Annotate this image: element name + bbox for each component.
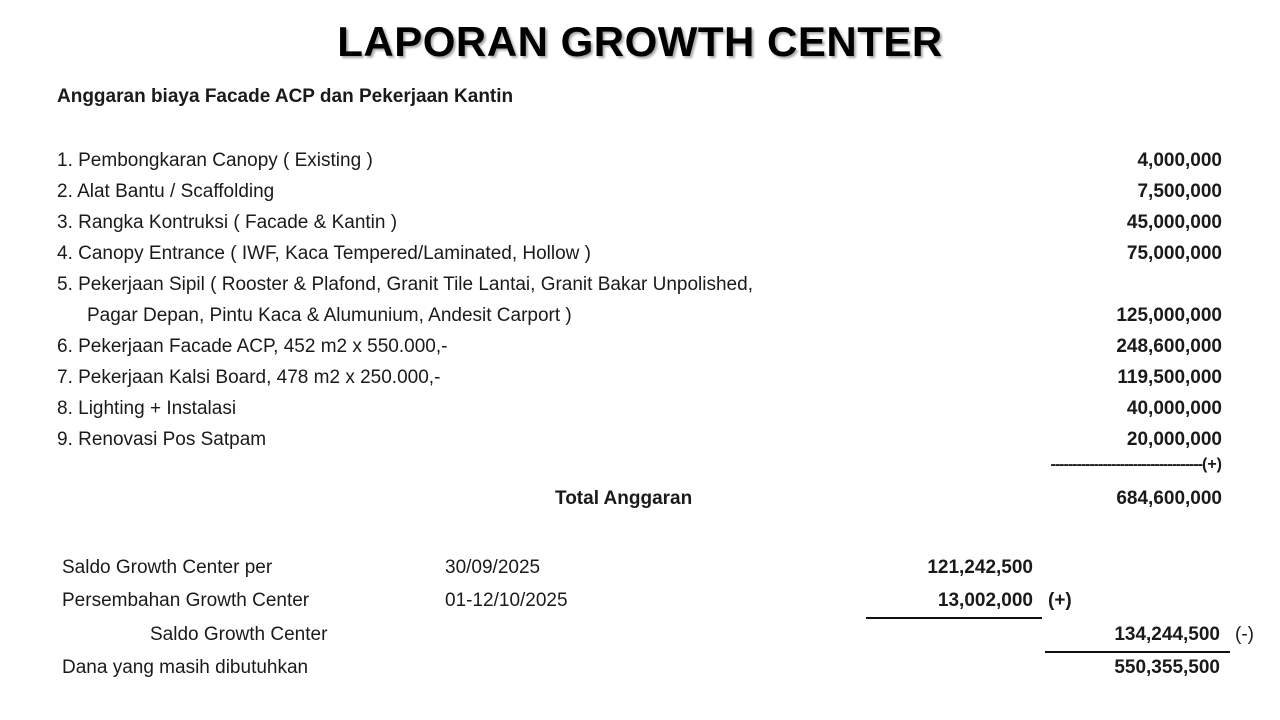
offering-date: 01-12/10/2025 bbox=[445, 590, 568, 611]
saldo-total-marker: (-) bbox=[1235, 624, 1254, 645]
offering-label: Persembahan Growth Center bbox=[62, 590, 310, 611]
item-label: 9. Renovasi Pos Satpam bbox=[57, 429, 267, 450]
item-amount: 40,000,000 bbox=[1126, 398, 1222, 419]
saldo-total-label: Saldo Growth Center bbox=[150, 624, 328, 645]
item-amount: 45,000,000 bbox=[1126, 212, 1222, 233]
list-item bbox=[57, 362, 1222, 393]
page-title: LAPORAN GROWTH CENTER bbox=[337, 18, 943, 65]
total-label: Total Anggaran bbox=[555, 488, 693, 509]
saldo-date: 30/09/2025 bbox=[445, 557, 541, 578]
list-item bbox=[57, 424, 1222, 455]
item-label: 6. Pekerjaan Facade ACP, 452 m2 x 550.000,- bbox=[57, 336, 448, 357]
total-amount: 684,600,000 bbox=[1116, 488, 1222, 509]
item-label: 2. Alat Bantu / Scaffolding bbox=[57, 181, 275, 202]
item-amount: 7,500,000 bbox=[1137, 181, 1222, 202]
item-label: 3. Rangka Kontruksi ( Facade & Kantin ) bbox=[57, 212, 398, 233]
saldo-amount: 121,242,500 bbox=[927, 557, 1033, 578]
item-amount: 75,000,000 bbox=[1126, 243, 1222, 264]
list-item bbox=[57, 393, 1222, 424]
item-label: 7. Pekerjaan Kalsi Board, 478 m2 x 250.000,- bbox=[57, 367, 441, 388]
saldo-label: Saldo Growth Center per bbox=[62, 557, 273, 578]
item-amount: 119,500,000 bbox=[1117, 367, 1222, 388]
list-item bbox=[57, 145, 1222, 176]
item-label: 4. Canopy Entrance ( IWF, Kaca Tempered/Laminated, Hollow ) bbox=[57, 243, 592, 264]
list-item bbox=[57, 269, 1222, 300]
item-amount: 125,000,000 bbox=[1116, 305, 1222, 326]
list-item bbox=[57, 207, 1222, 238]
list-item bbox=[57, 176, 1222, 207]
saldo-total-amount: 134,244,500 bbox=[1114, 624, 1220, 645]
item-label: 8. Lighting + Instalasi bbox=[57, 398, 237, 419]
list-item bbox=[57, 331, 1222, 362]
saldo-total-underline bbox=[1045, 651, 1230, 653]
item-amount: 4,000,000 bbox=[1137, 150, 1222, 171]
item-label: 1. Pembongkaran Canopy ( Existing ) bbox=[57, 150, 373, 171]
item-label: 5. Pekerjaan Sipil ( Rooster & Plafond, Granit Tile Lantai, Granit Bakar Unpolished, bbox=[57, 274, 753, 295]
sum-marker: (+) bbox=[1202, 456, 1222, 473]
item-label-continued: Pagar Depan, Pintu Kaca & Alumunium, Andesit Carport ) bbox=[87, 305, 572, 326]
sum-divider bbox=[1051, 456, 1222, 474]
item-amount: 20,000,000 bbox=[1126, 429, 1222, 450]
dashed-rule: ----------------------------------- bbox=[1050, 456, 1202, 473]
budget-subtitle: Anggaran biaya Facade ACP dan Pekerjaan Kantin bbox=[57, 86, 514, 107]
item-amount: 248,600,000 bbox=[1116, 336, 1222, 357]
offering-underline bbox=[866, 617, 1042, 619]
remaining-label: Dana yang masih dibutuhkan bbox=[62, 657, 309, 678]
list-item bbox=[57, 300, 1222, 331]
offering-marker: (+) bbox=[1048, 590, 1072, 611]
budget-items-list bbox=[57, 145, 1222, 455]
remaining-amount: 550,355,500 bbox=[1114, 657, 1220, 678]
offering-amount: 13,002,000 bbox=[937, 590, 1033, 611]
list-item bbox=[57, 238, 1222, 269]
